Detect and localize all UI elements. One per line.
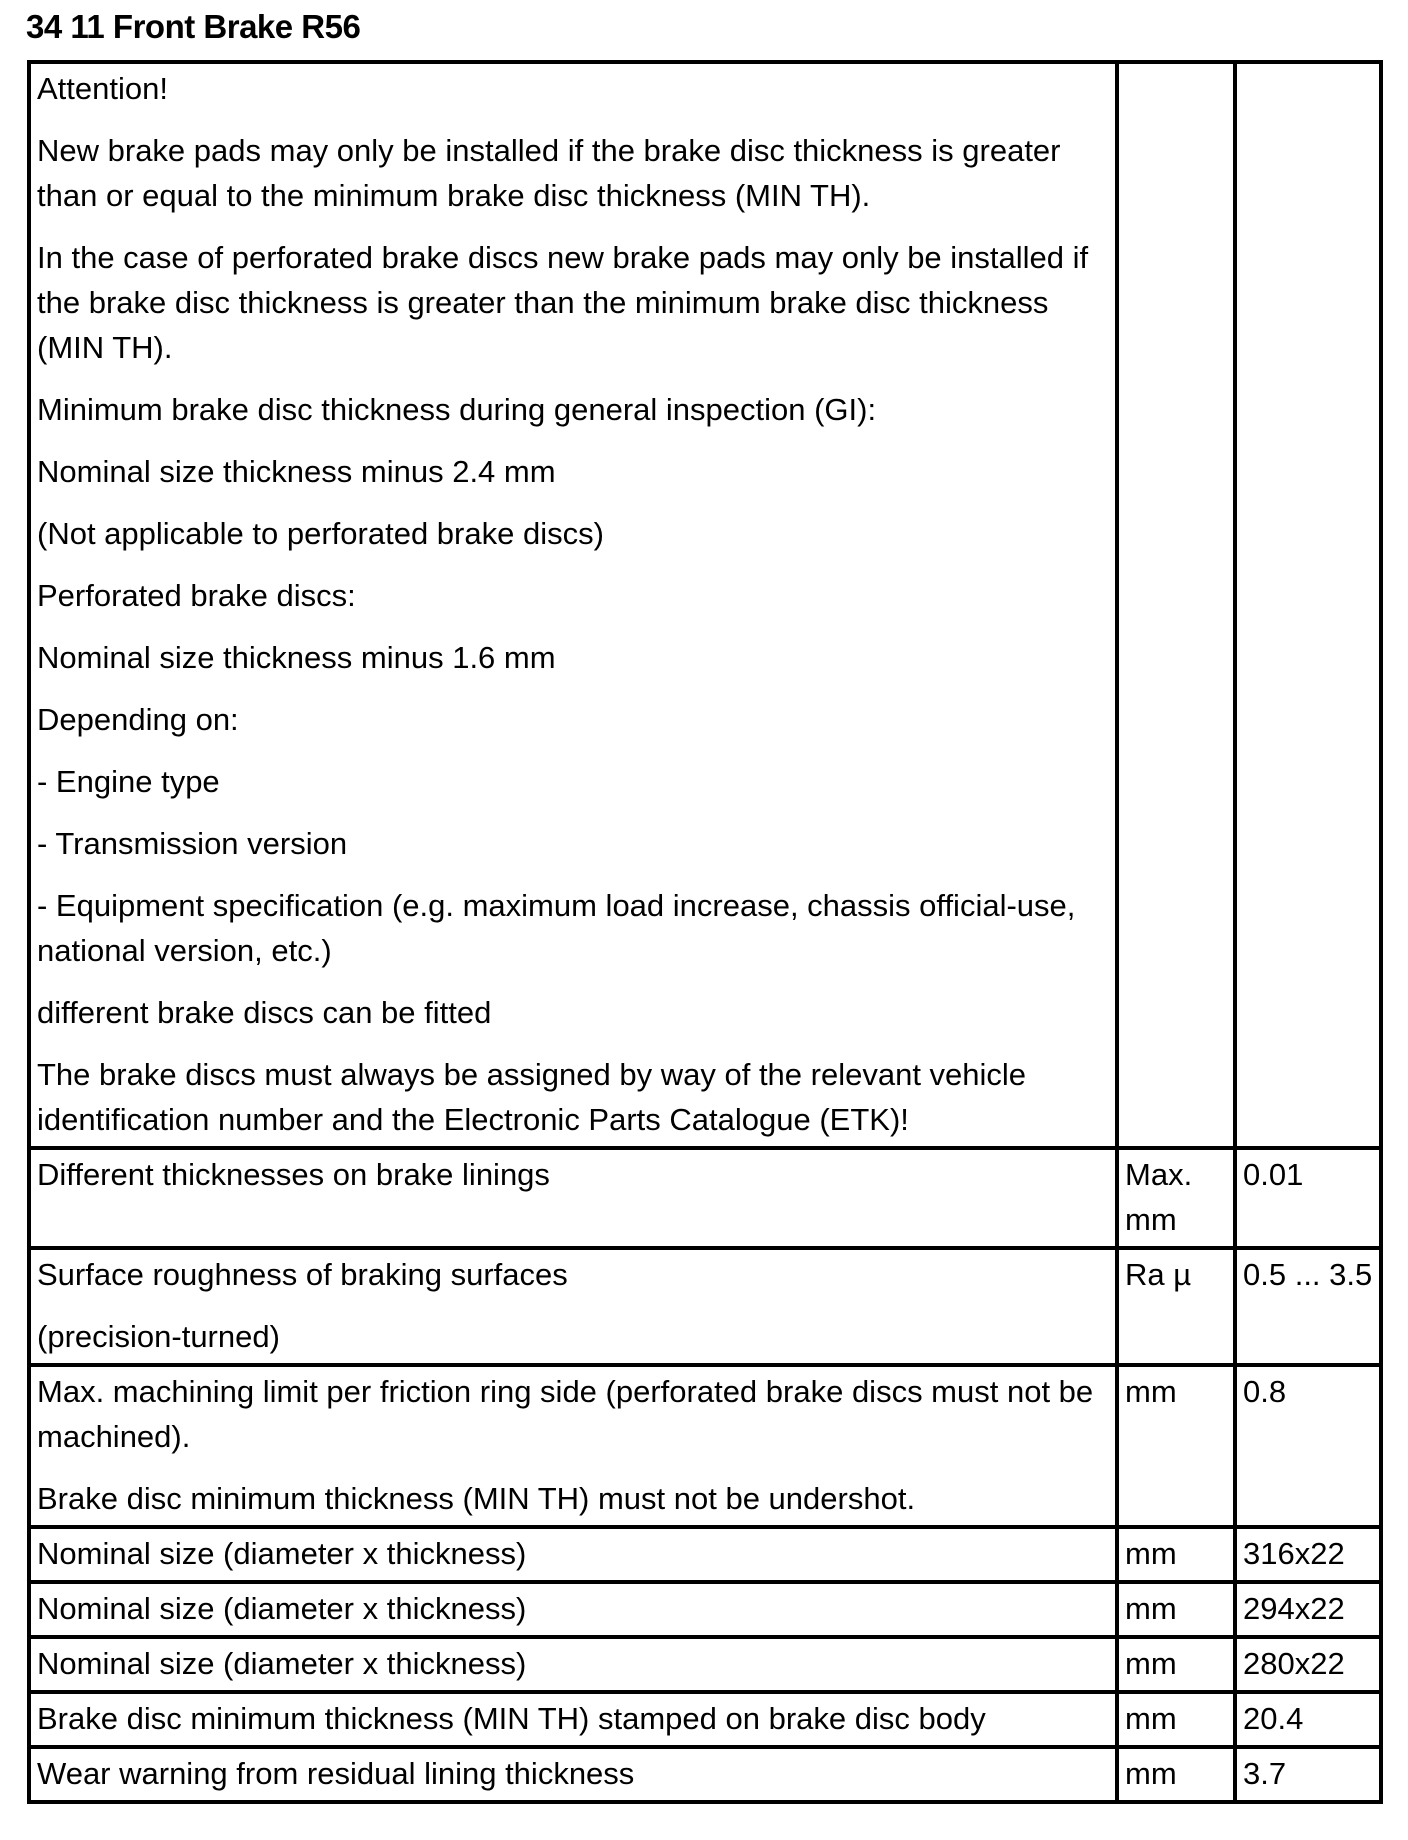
table-row: [29, 1582, 1381, 1637]
description-text: Brake disc minimum thickness (MIN TH) stamped on brake disc body: [37, 1701, 986, 1736]
unit-cell: Max. mm: [1117, 1148, 1235, 1248]
note-paragraph: Perforated brake discs:: [37, 578, 356, 613]
note-paragraph: The brake discs must always be assigned by way of the relevant vehicle identification number and the Electronic Parts Catalogue (ETK)!: [37, 1057, 1027, 1137]
table-row: [29, 1692, 1381, 1747]
unit-cell: mm: [1117, 1637, 1235, 1692]
notes-value-cell: [1235, 62, 1381, 1148]
value-cell: 3.7: [1235, 1747, 1381, 1802]
description-cell: [29, 1582, 1117, 1637]
value-cell: 0.5 ... 3.5: [1235, 1248, 1381, 1365]
description-text: Different thicknesses on brake linings: [37, 1157, 550, 1192]
description-cell: [29, 1637, 1117, 1692]
note-paragraph: In the case of perforated brake discs new brake pads may only be installed if the brake disc thickness is greater than the minimum brake disc thickness (MIN TH).: [37, 240, 1089, 365]
value-cell: 20.4: [1235, 1692, 1381, 1747]
table-row: [29, 1637, 1381, 1692]
unit-cell: mm: [1117, 1527, 1235, 1582]
note-paragraph: Minimum brake disc thickness during general inspection (GI):: [37, 392, 877, 427]
value-cell: 280x22: [1235, 1637, 1381, 1692]
specification-table: [27, 60, 1383, 1804]
note-paragraph: Attention!: [37, 71, 168, 106]
unit-cell: Ra µ: [1117, 1248, 1235, 1365]
unit-cell: mm: [1117, 1747, 1235, 1802]
value-cell: 0.8: [1235, 1365, 1381, 1527]
notes-unit-cell: [1117, 62, 1235, 1148]
description-text: Nominal size (diameter x thickness): [37, 1536, 527, 1571]
description-text: Surface roughness of braking surfaces: [37, 1257, 568, 1292]
table-row: [29, 1148, 1381, 1248]
table-row: [29, 1248, 1381, 1365]
description-text: Nominal size (diameter x thickness): [37, 1646, 527, 1681]
note-paragraph: Nominal size thickness minus 2.4 mm: [37, 454, 556, 489]
note-paragraph: Nominal size thickness minus 1.6 mm: [37, 640, 556, 675]
description-text: Wear warning from residual lining thickness: [37, 1756, 635, 1791]
description-text: Brake disc minimum thickness (MIN TH) must not be undershot.: [37, 1481, 916, 1516]
value-cell: 316x22: [1235, 1527, 1381, 1582]
note-paragraph: Depending on:: [37, 702, 239, 737]
value-cell: 294x22: [1235, 1582, 1381, 1637]
description-cell: [29, 1747, 1117, 1802]
page-title: 34 11 Front Brake R56: [26, 8, 361, 45]
unit-cell: mm: [1117, 1582, 1235, 1637]
table-row: [29, 1365, 1381, 1527]
description-text: Nominal size (diameter x thickness): [37, 1591, 527, 1626]
unit-cell: mm: [1117, 1692, 1235, 1747]
description-cell: [29, 1527, 1117, 1582]
note-paragraph: - Equipment specification (e.g. maximum load increase, chassis official-use, national version, etc.): [37, 888, 1076, 968]
table-row: [29, 1527, 1381, 1582]
description-text: Max. machining limit per friction ring side (perforated brake discs must not be machined).: [37, 1374, 1094, 1454]
note-paragraph: - Transmission version: [37, 826, 348, 861]
description-text: (precision-turned): [37, 1319, 280, 1354]
description-cell: [29, 1365, 1117, 1527]
note-paragraph: New brake pads may only be installed if the brake disc thickness is greater than or equal to the minimum brake disc thickness (MIN TH).: [37, 133, 1061, 213]
value-cell: 0.01: [1235, 1148, 1381, 1248]
note-paragraph: (Not applicable to perforated brake discs): [37, 516, 604, 551]
note-paragraph: different brake discs can be fitted: [37, 995, 492, 1030]
unit-cell: mm: [1117, 1365, 1235, 1527]
description-cell: [29, 1248, 1117, 1365]
description-cell: [29, 1692, 1117, 1747]
table-row: [29, 1747, 1381, 1802]
notes-cell: [29, 62, 1117, 1148]
note-paragraph: - Engine type: [37, 764, 220, 799]
description-cell: [29, 1148, 1117, 1248]
notes-row: [29, 62, 1381, 1148]
